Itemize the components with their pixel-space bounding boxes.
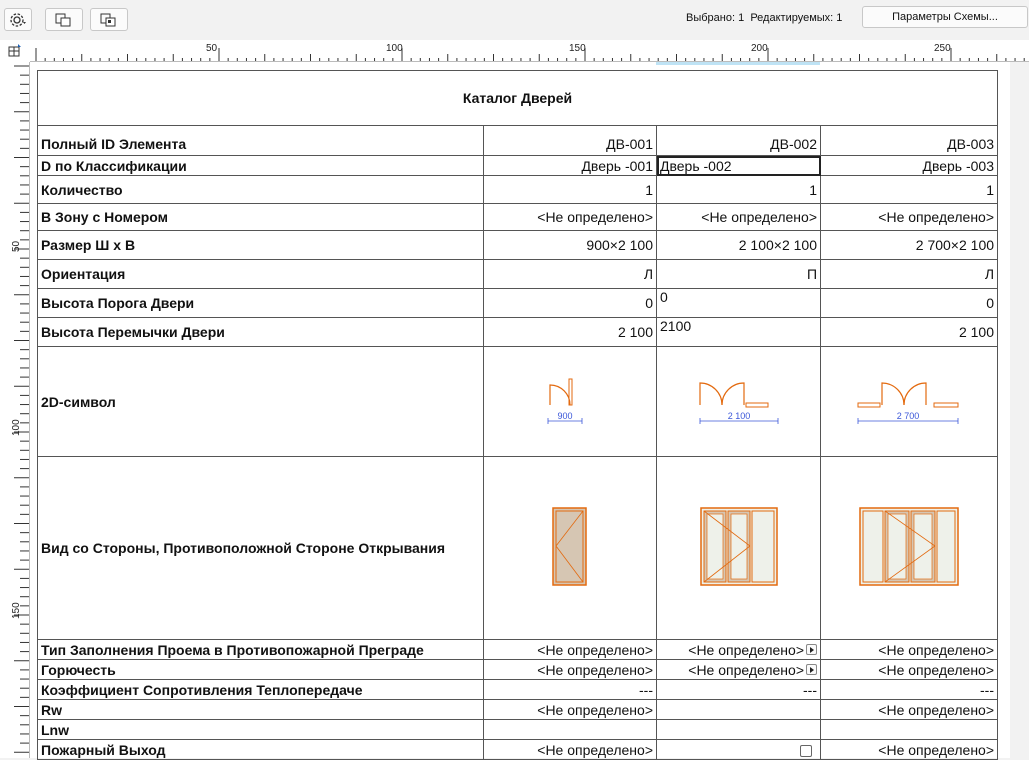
row-label: Количество: [38, 176, 484, 204]
dimension-label: 2 100: [727, 411, 750, 421]
cell-with-dropdown[interactable]: [657, 660, 821, 680]
cell[interactable]: 900×2 100: [484, 231, 657, 260]
checkbox-cell[interactable]: [657, 740, 821, 760]
settings-gear-button[interactable]: [4, 8, 32, 31]
cell[interactable]: 2100: [657, 318, 821, 347]
cell[interactable]: [821, 720, 998, 740]
table-row: [38, 126, 998, 156]
cell[interactable]: [484, 720, 657, 740]
dropdown-arrow-icon[interactable]: [806, 664, 817, 675]
schedule-params-button[interactable]: Параметры Схемы...: [862, 6, 1028, 28]
ruler-label: 200: [751, 43, 768, 54]
title-row: [38, 71, 998, 126]
row-label: Коэффициент Сопротивления Теплопередаче: [38, 680, 484, 700]
row-label: D по Классификации: [38, 156, 484, 176]
toolbar: [0, 0, 1029, 40]
door-schedule-table: [37, 70, 998, 760]
table-row: [38, 156, 998, 176]
cell[interactable]: <Не определено>: [484, 660, 657, 680]
door-plan-symbol-2100: [694, 365, 784, 435]
elevation-cell[interactable]: [821, 457, 998, 640]
row-label: 2D-символ: [38, 347, 484, 457]
ruler-origin-icon: [7, 43, 23, 59]
cell[interactable]: <Не определено>: [821, 660, 998, 680]
table-row: [38, 231, 998, 260]
dropdown-arrow-icon[interactable]: [806, 644, 817, 655]
vertical-scrollbar[interactable]: [1010, 62, 1029, 758]
cell[interactable]: ДВ-001: [484, 126, 657, 156]
cell[interactable]: ---: [484, 680, 657, 700]
table-row: [38, 318, 998, 347]
cell[interactable]: <Не определено>: [821, 740, 998, 760]
ruler-label: 50: [11, 240, 22, 252]
door-elevation-2100: [698, 505, 780, 589]
cell[interactable]: Л: [821, 260, 998, 289]
row-label: Вид со Стороны, Противоположной Стороне Открывания: [38, 457, 484, 640]
table-row: [38, 260, 998, 289]
cell[interactable]: <Не определено>: [484, 204, 657, 231]
row-label: Полный ID Элемента: [38, 126, 484, 156]
cell[interactable]: ---: [821, 680, 998, 700]
ruler-label: 250: [934, 43, 951, 54]
selected-column-indicator: [656, 62, 820, 65]
symbol-cell[interactable]: [657, 347, 821, 457]
cell[interactable]: 2 100: [821, 318, 998, 347]
cell[interactable]: Дверь -003: [821, 156, 998, 176]
cell[interactable]: <Не определено>: [821, 700, 998, 720]
cell[interactable]: [657, 700, 821, 720]
dimension-label: 900: [557, 411, 573, 421]
door-elevation-900: [550, 505, 590, 589]
table-row: [38, 347, 998, 457]
cell[interactable]: 1: [657, 176, 821, 204]
schedule-title: Каталог Дверей: [38, 71, 998, 126]
cell[interactable]: 0: [821, 289, 998, 318]
cell[interactable]: 2 100: [484, 318, 657, 347]
cell[interactable]: 1: [484, 176, 657, 204]
cell[interactable]: П: [657, 260, 821, 289]
merge-cells-button[interactable]: [90, 8, 128, 31]
cell[interactable]: <Не определено>: [484, 740, 657, 760]
cell[interactable]: Дверь -001: [484, 156, 657, 176]
select-table-button[interactable]: [45, 8, 83, 31]
cell[interactable]: ДВ-002: [657, 126, 821, 156]
cell[interactable]: <Не определено>: [821, 640, 998, 660]
table-row: [38, 457, 998, 640]
table-row: [38, 204, 998, 231]
table-row: [38, 640, 998, 660]
row-label: Высота Перемычки Двери: [38, 318, 484, 347]
cell-with-dropdown[interactable]: [657, 640, 821, 660]
row-label: Lnw: [38, 720, 484, 740]
row-label: Высота Порога Двери: [38, 289, 484, 318]
cell[interactable]: 0: [657, 289, 821, 318]
table-row: [38, 660, 998, 680]
row-label: В Зону с Номером: [38, 204, 484, 231]
dimension-label: 2 700: [896, 411, 920, 421]
cell[interactable]: 2 100×2 100: [657, 231, 821, 260]
table-row: [38, 680, 998, 700]
symbol-cell[interactable]: [484, 347, 657, 457]
ruler-label: 100: [11, 419, 22, 436]
cell[interactable]: [657, 720, 821, 740]
cell[interactable]: <Не определено>: [484, 700, 657, 720]
row-label: Тип Заполнения Проема в Противопожарной Преграде: [38, 640, 484, 660]
row-label: Rw: [38, 700, 484, 720]
door-plan-symbol-2700: [854, 365, 964, 435]
row-label: Пожарный Выход: [38, 740, 484, 760]
cell[interactable]: 1: [821, 176, 998, 204]
ruler-corner[interactable]: [0, 40, 30, 62]
cell[interactable]: <Не определено>: [657, 204, 821, 231]
cell[interactable]: <Не определено>: [821, 204, 998, 231]
elevation-cell[interactable]: [484, 457, 657, 640]
cell-value: <Не определено>: [688, 661, 804, 678]
cell[interactable]: ---: [657, 680, 821, 700]
door-plan-symbol-900: [540, 365, 600, 435]
vertical-ruler-ticks: [0, 62, 30, 758]
horizontal-ruler-ticks: [30, 40, 1029, 62]
row-label: Размер Ш х В: [38, 231, 484, 260]
ruler-label: 150: [11, 602, 22, 619]
table-row: [38, 289, 998, 318]
fire-exit-checkbox[interactable]: [800, 745, 812, 757]
table-row: [38, 700, 998, 720]
cell[interactable]: 0: [484, 289, 657, 318]
horizontal-ruler[interactable]: [30, 40, 1029, 62]
editable-count: Редактируемых: 1: [750, 12, 843, 24]
vertical-ruler[interactable]: [0, 62, 30, 758]
row-label: Ориентация: [38, 260, 484, 289]
door-elevation-2700: [857, 505, 961, 589]
row-label: Горючесть: [38, 660, 484, 680]
table-frame-icon: [54, 12, 74, 28]
selected-count: Выбрано: 1: [686, 12, 745, 24]
table-row: [38, 740, 998, 760]
cell[interactable]: Л: [484, 260, 657, 289]
table-row: [38, 176, 998, 204]
cell[interactable]: 2 700×2 100: [821, 231, 998, 260]
symbol-cell[interactable]: [821, 347, 998, 457]
cell[interactable]: <Не определено>: [484, 640, 657, 660]
ruler-label: 100: [386, 43, 403, 54]
table-row: [38, 720, 998, 740]
ruler-label: 150: [569, 43, 586, 54]
cells-icon: [99, 12, 119, 28]
selection-status: [686, 12, 842, 24]
cell-editing[interactable]: Дверь -002: [657, 156, 821, 176]
elevation-cell[interactable]: [657, 457, 821, 640]
cell-value: <Не определено>: [688, 641, 804, 658]
cell[interactable]: ДВ-003: [821, 126, 998, 156]
ruler-label: 50: [206, 43, 218, 54]
gear-icon: [9, 12, 27, 28]
